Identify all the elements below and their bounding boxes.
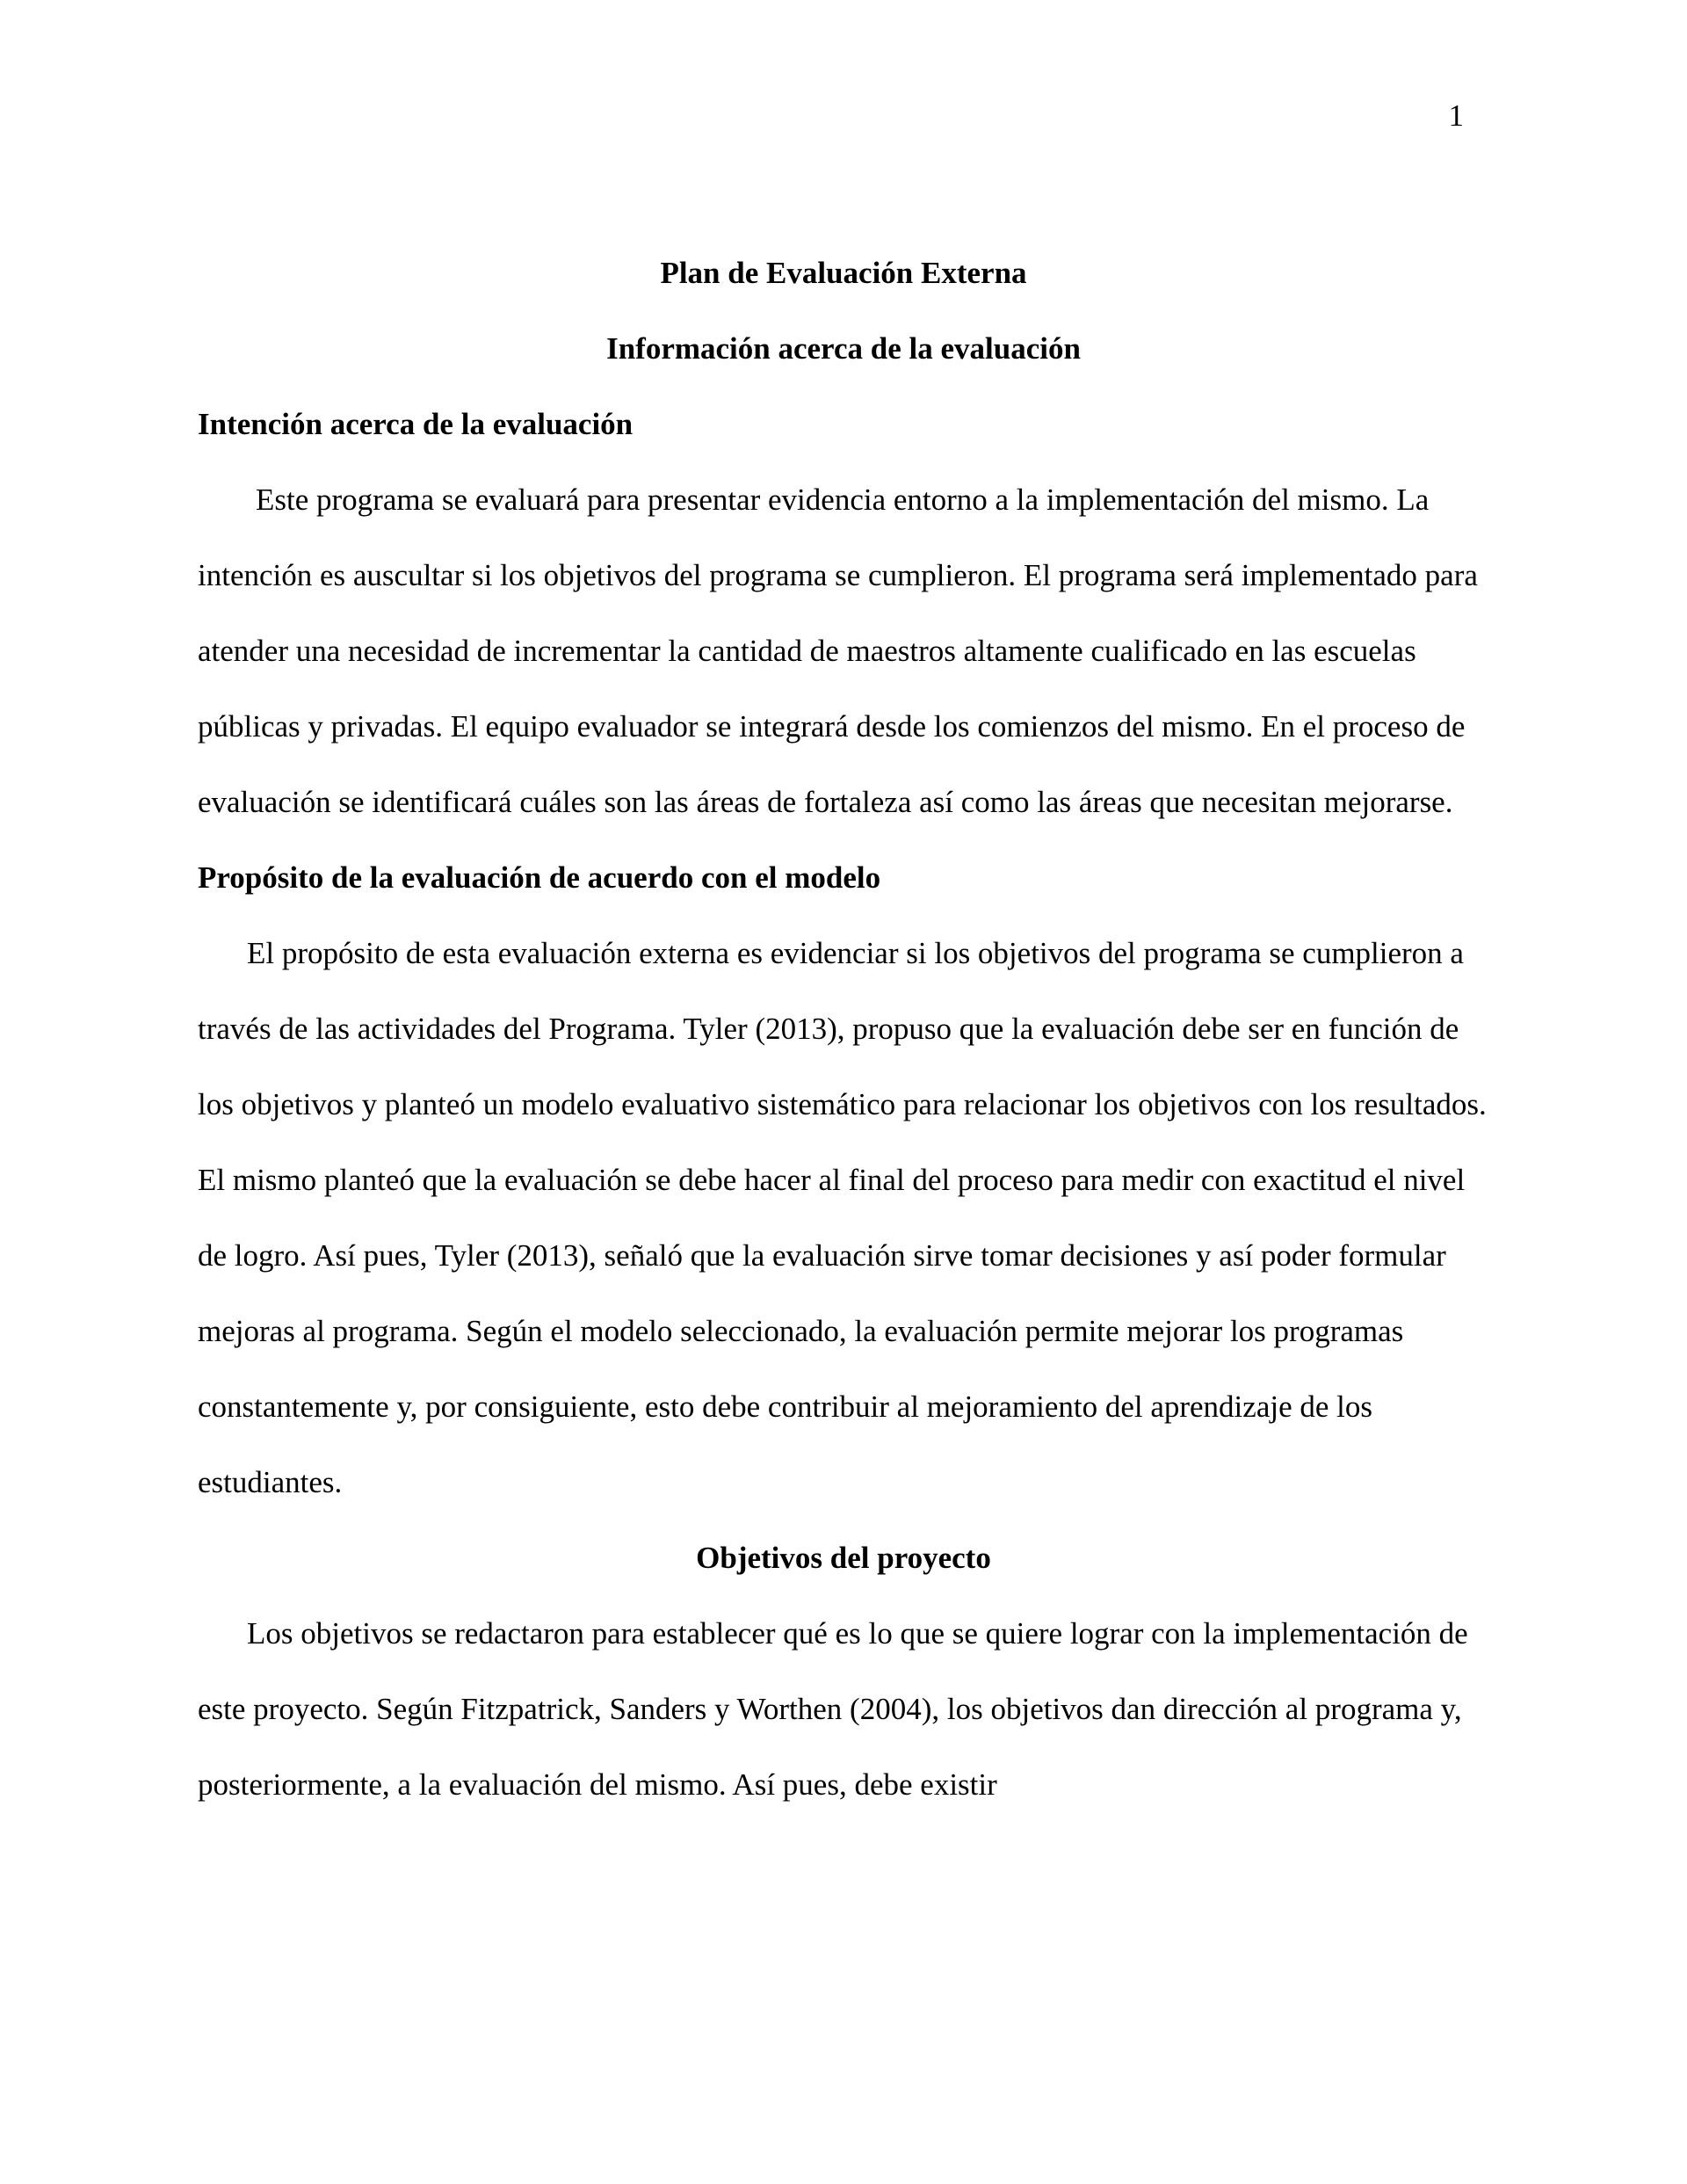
section-heading: Información acerca de la evaluación — [606, 331, 1081, 366]
purpose-heading: Propósito de la evaluación de acuerdo con el modelo — [198, 860, 881, 895]
intent-paragraph: Este programa se evaluará para presentar evidencia entorno a la implementación del mismo. La intención es auscultar si los objetivos del programa se cumplieron. El programa será implementado para atender una necesidad de incrementar la cantidad de maestros altamente cualificado en las escuelas públicas y privadas. El equipo evaluador se integrará desde los comienzos del mismo. En el proceso de evaluación se identificará cuáles son las áreas de fortaleza así como las áreas que necesitan mejorarse. — [198, 483, 1478, 819]
document-body — [198, 236, 1489, 1823]
document-title: Plan de Evaluación Externa — [660, 256, 1027, 290]
page-number: 1 — [1448, 98, 1464, 133]
intent-heading: Intención acerca de la evaluación — [198, 407, 634, 441]
objectives-heading: Objetivos del proyecto — [696, 1541, 991, 1575]
purpose-paragraph: El propósito de esta evaluación externa es evidenciar si los objetivos del programa se cumplieron a través de las actividades del Programa. Tyler (2013), propuso que la evaluación debe ser en función de los objetivos y planteó un modelo evaluativo sistemático para relacionar los objetivos con los resultados. El mismo planteó que la evaluación se debe hacer al final del proceso para medir con exactitud el nivel de logro. Así pues, Tyler (2013), señaló que la evaluación sirve tomar decisiones y así poder formular mejoras al programa. Según el modelo seleccionado, la evaluación permite mejorar los programas constantemente y, por consiguiente, esto debe contribuir al mejoramiento del aprendizaje de los estudiantes. — [198, 936, 1487, 1499]
objectives-paragraph: Los objetivos se redactaron para establecer qué es lo que se quiere lograr con la implementación de este proyecto. Según Fitzpatrick, Sanders y Worthen (2004), los objetivos dan dirección al programa y, posteriormente, a la evaluación del mismo. Así pues, debe existir — [198, 1616, 1468, 1802]
